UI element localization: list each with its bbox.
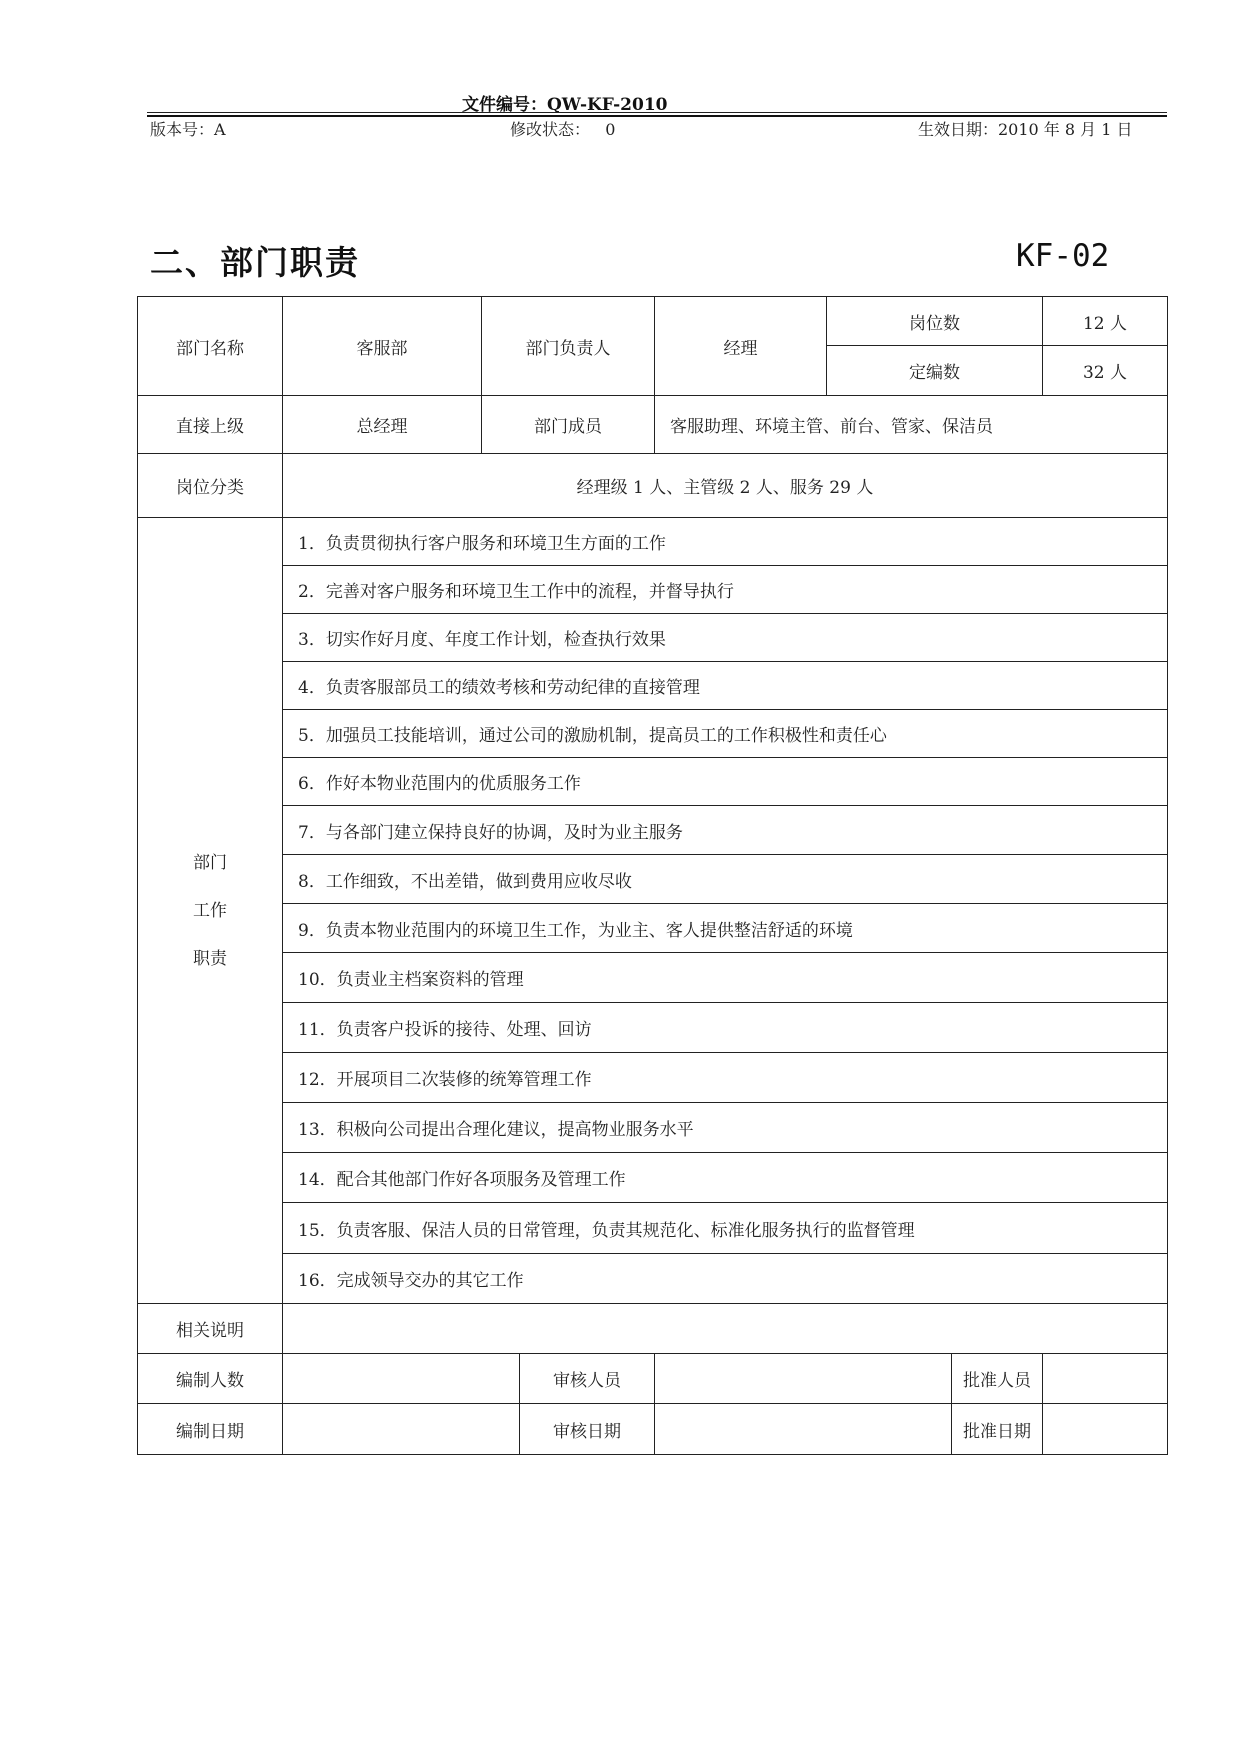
members-value: 客服助理、环境主管、前台、管家、保洁员 [655,396,1168,454]
review-date-value [655,1404,952,1455]
duty-item: 4．负责客服部员工的绩效考核和劳动纪律的直接管理 [283,662,1168,710]
revision-status: 修改状态： 0 [510,120,616,139]
members-label: 部门成员 [482,396,655,454]
duty-item: 16．完成领导交办的其它工作 [283,1254,1168,1304]
duty-item: 12．开展项目二次装修的统筹管理工作 [283,1053,1168,1103]
approve-date-label: 批准日期 [952,1404,1043,1455]
dept-name-label: 部门名称 [138,297,283,396]
section-code: KF-02 [1016,238,1110,274]
duties-label-line: 部门 [193,852,227,873]
duties-label-line: 工作 [193,900,227,921]
duty-item: 9．负责本物业范围内的环境卫生工作，为业主、客人提供整洁舒适的环境 [283,904,1168,953]
headcount-value: 32 人 [1043,346,1168,396]
duty-item: 8．工作细致，不出差错，做到费用应收尽收 [283,855,1168,904]
version-number: 版本号：A [150,120,226,139]
duties-label [138,518,283,1304]
duty-item: 6．作好本物业范围内的优质服务工作 [283,758,1168,806]
reviewer-label: 审核人员 [520,1354,655,1404]
duty-item: 10．负责业主档案资料的管理 [283,953,1168,1003]
review-date-label: 审核日期 [520,1404,655,1455]
duty-item: 2．完善对客户服务和环境卫生工作中的流程，并督导执行 [283,566,1168,614]
approver-value [1043,1354,1168,1404]
duty-item: 7．与各部门建立保持良好的协调，及时为业主服务 [283,806,1168,855]
superior-label: 直接上级 [138,396,283,454]
prepared-date-label: 编制日期 [138,1404,283,1455]
approver-label: 批准人员 [952,1354,1043,1404]
duty-item: 14．配合其他部门作好各项服务及管理工作 [283,1153,1168,1203]
notes-value [283,1304,1168,1354]
section-title: 二、部门职责 [150,243,360,282]
prepared-by-label: 编制人数 [138,1354,283,1404]
dept-head-label: 部门负责人 [482,297,655,396]
reviewer-value [655,1354,952,1404]
effective-date: 生效日期：2010 年 8 月 1 日 [918,120,1133,139]
duty-item: 13．积极向公司提出合理化建议，提高物业服务水平 [283,1103,1168,1153]
header-rule-thin [147,112,1167,113]
dept-name-value: 客服部 [283,297,482,396]
duty-item: 1．负责贯彻执行客户服务和环境卫生方面的工作 [283,518,1168,566]
category-label: 岗位分类 [138,454,283,518]
positions-value: 12 人 [1043,297,1168,346]
notes-label: 相关说明 [138,1304,283,1354]
duty-item: 15．负责客服、保洁人员的日常管理，负责其规范化、标准化服务执行的监督管理 [283,1203,1168,1254]
approve-date-value [1043,1404,1168,1455]
dept-head-value: 经理 [655,297,827,396]
duty-item: 11．负责客户投诉的接待、处理、回访 [283,1003,1168,1053]
duty-item: 3．切实作好月度、年度工作计划，检查执行效果 [283,614,1168,662]
prepared-date-value [283,1404,520,1455]
positions-label: 岗位数 [827,297,1043,346]
duty-item: 5．加强员工技能培训，通过公司的激励机制，提高员工的工作积极性和责任心 [283,710,1168,758]
file-number: 文件编号：QW-KF-2010 [462,95,668,115]
prepared-by-value [283,1354,520,1404]
duties-label-line: 职责 [193,948,227,969]
headcount-label: 定编数 [827,346,1043,396]
department-duties-table [137,296,1168,1455]
category-value: 经理级 1 人、主管级 2 人、服务 29 人 [283,454,1168,518]
superior-value: 总经理 [283,396,482,454]
